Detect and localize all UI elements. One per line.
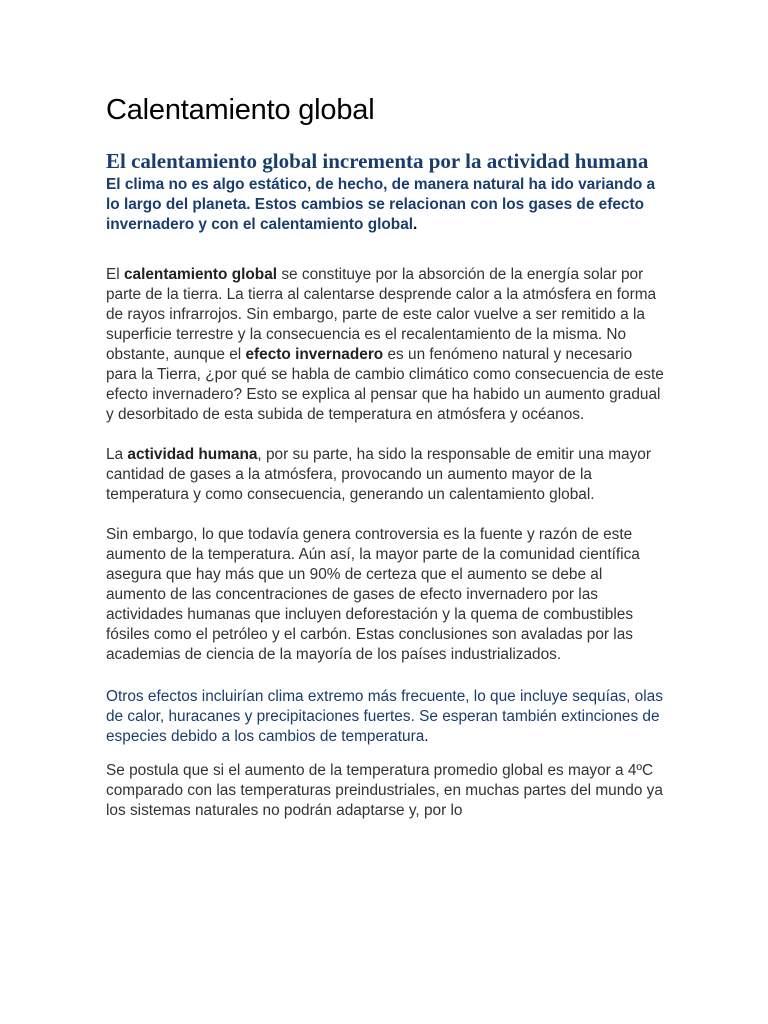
paragraph-3: Sin embargo, lo que todavía genera controversia es la fuente y razón de este aumento de la temperatura. Aún así, la mayor parte de la comunidad científica asegura que hay más que un 90% de certeza que el aumento se debe al aumento de las concentraciones de gases de efecto invernadero por las actividades humanas que incluyen deforestación y la quema de combustibles fósiles como el petróleo y el carbón. Estas conclusiones son avaladas por las academias de ciencia de la mayoría de los países industrializados. [106, 526, 640, 663]
p1-bold-efecto: efecto invernadero [245, 346, 384, 363]
lead-text: El clima no es algo estático, de hecho, de manera natural ha ido variando a lo largo del planeta. Estos cambios se relacionan con los gases de efecto invernadero y con el calentamiento global [106, 176, 656, 233]
p4-text: Otros efectos incluirían clima extremo más frecuente, lo que incluye sequías, olas de calor, huracanes y precipitaciones fuertes. Se esperan también extinciones de especies debido a los cambios de temperatura [106, 688, 663, 745]
p1-bold-calentamiento: calentamiento global [123, 266, 278, 283]
p1-text-c: se constituye por la absorción de la energía solar por parte de la tierra. La tierra al calentarse desprende calor a la atmósfera en forma de rayos infrarrojos. Sin embargo, parte de este calor vuelve a ser remitido a la superficie terrestre y la consecuencia es el recalentamiento de la misma. No obstante, aunque el [106, 266, 657, 363]
article [106, 90, 666, 821]
page-title: Calentamiento global [106, 94, 375, 126]
p1-text-a: El [106, 266, 124, 283]
lead-end: . [413, 216, 418, 233]
paragraph-5: Se postula que si el aumento de la temperatura promedio global es mayor a 4ºC comparado con las temperaturas preindustriales, en muchas partes del mundo ya los sistemas naturales no podrán adaptarse y, por lo [106, 762, 663, 819]
p2-text-a: La [106, 446, 128, 463]
article-subtitle: El calentamiento global incrementa por la actividad humana [106, 149, 649, 173]
lead-paragraph [106, 175, 666, 235]
paragraph-1 [106, 265, 666, 425]
paragraph-4-highlight [106, 687, 666, 747]
paragraph-2 [106, 445, 666, 505]
p4-end: . [424, 728, 429, 745]
p2-text-c: , por su parte, ha sido la responsable de emitir una mayor cantidad de gases a la atmósfera, provocando un aumento mayor de la temperatura y como consecuencia, generando un calentamiento global. [106, 446, 651, 503]
p1-text-d: es un fenómeno natural y necesario para la Tierra, ¿por qué se habla de cambio climático como consecuencia de este efecto invernadero? Esto se explica al pensar que ha habido un aumento gradual y desorbitado de esta subida de temperatura en atmósfera y océanos. [106, 346, 664, 423]
p2-bold-actividad: actividad humana [127, 446, 258, 463]
